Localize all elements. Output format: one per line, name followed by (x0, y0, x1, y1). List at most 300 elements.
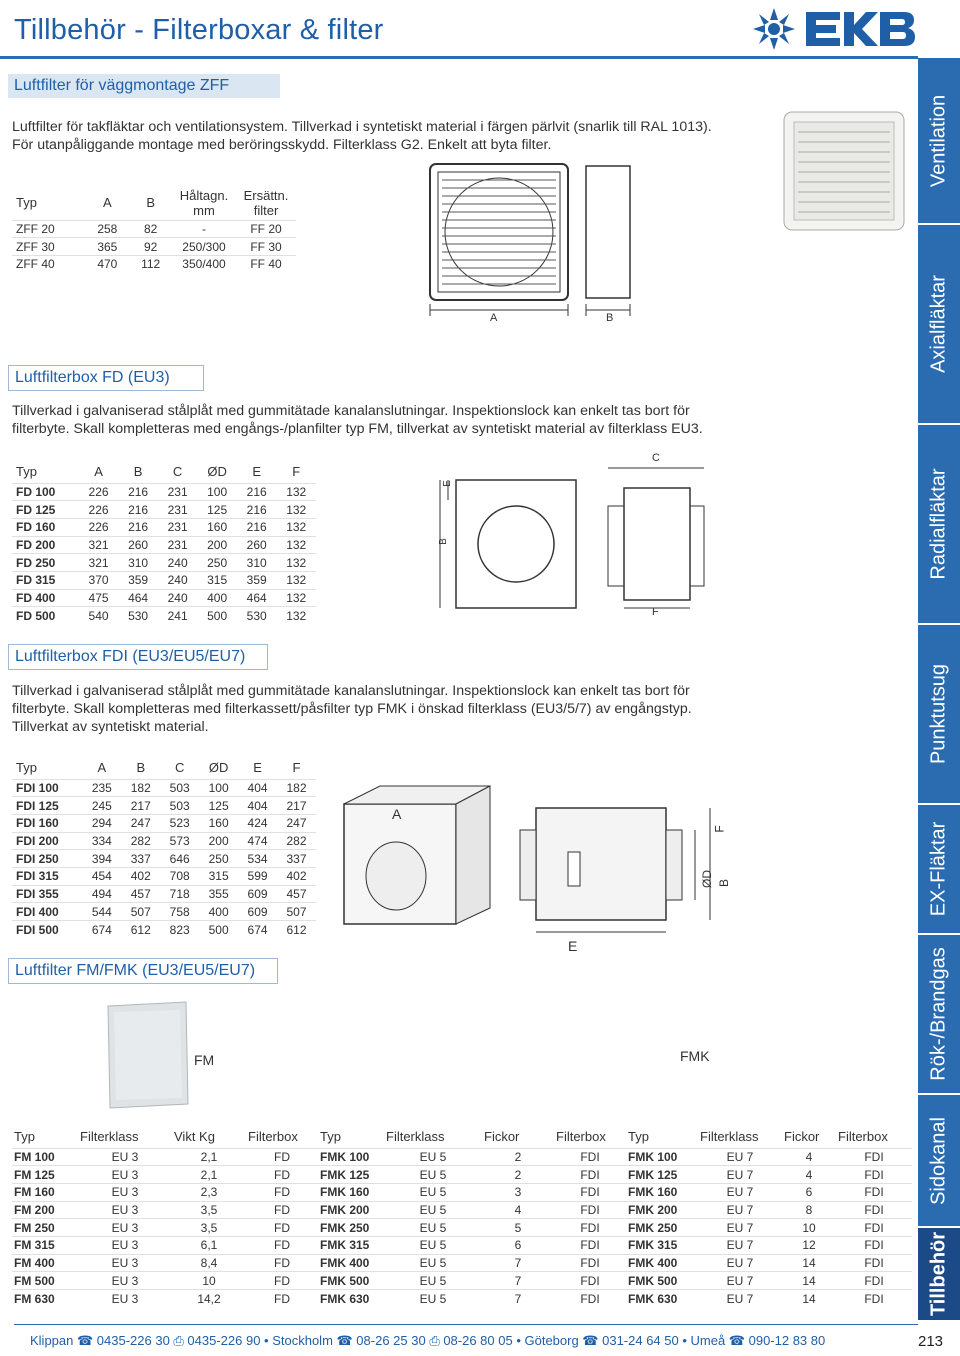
table-cell: 216 (237, 483, 277, 501)
fdi-drawing (340, 780, 750, 950)
fdi-col-e: E (253, 760, 262, 776)
side-tab-ventilation[interactable] (918, 56, 960, 223)
table-cell: 823 (160, 921, 199, 939)
zff-heading: Luftfilter för väggmontage ZFF (8, 74, 280, 98)
fm-col-filterbox: Filterbox (248, 1129, 298, 1145)
fmk5-col-filterklass: Filterklass (386, 1129, 445, 1145)
table-cell: FD 400 (12, 589, 79, 607)
table-cell: 282 (277, 832, 316, 850)
table-cell: EU 7 (698, 1236, 782, 1254)
table-cell: FDI (836, 1148, 912, 1166)
table-row (12, 501, 316, 519)
table-cell: FF 40 (236, 255, 296, 273)
table-row (12, 1219, 912, 1237)
zff-col-b: B (146, 195, 155, 211)
table-cell: 530 (118, 607, 158, 625)
table-cell: 4 (782, 1148, 836, 1166)
table-cell: 310 (118, 554, 158, 572)
table-cell: FD (246, 1148, 318, 1166)
table-cell: 503 (160, 797, 199, 815)
table-cell: EU 5 (384, 1236, 482, 1254)
table-cell: FMK 160 (318, 1183, 384, 1201)
table-cell: - (172, 220, 236, 238)
fmk7-col-typ: Typ (628, 1129, 649, 1145)
table-cell: 475 (79, 589, 119, 607)
table-cell: FMK 160 (626, 1183, 698, 1201)
table-cell: EU 5 (384, 1254, 482, 1272)
table-row (12, 779, 316, 797)
table-cell: 523 (160, 814, 199, 832)
fm-label: FM (194, 1052, 215, 1068)
table-cell: 235 (82, 779, 121, 797)
table-cell: EU 3 (78, 1272, 172, 1290)
table-cell: 507 (277, 903, 316, 921)
table-cell: 226 (79, 483, 119, 501)
zff-col-ersattn: Ersättn. filter (243, 187, 289, 218)
table-cell: FMK 250 (626, 1219, 698, 1237)
table-cell: FM 100 (12, 1148, 78, 1166)
table-cell: 260 (118, 536, 158, 554)
zff-drawing (424, 160, 634, 322)
zff-dim-a: A (490, 312, 498, 324)
table-row (12, 832, 316, 850)
table-row (12, 885, 316, 903)
table-cell: 132 (276, 536, 316, 554)
table-cell: 457 (277, 885, 316, 903)
table-cell: 14 (782, 1254, 836, 1272)
fd-drawing (430, 460, 720, 620)
table-cell: 217 (277, 797, 316, 815)
fmk-label: FMK (680, 1048, 710, 1064)
table-row (12, 238, 296, 256)
table-cell: EU 5 (384, 1272, 482, 1290)
table-cell: 14 (782, 1272, 836, 1290)
table-cell: 14 (782, 1290, 836, 1308)
table-cell: FMK 250 (318, 1219, 384, 1237)
table-cell: 544 (82, 903, 121, 921)
fdi-dim-d: ØD (700, 870, 714, 888)
table-cell: 7 (482, 1290, 554, 1308)
side-tab-rok-brandgas[interactable] (918, 933, 960, 1093)
table-cell: FD (246, 1236, 318, 1254)
table-cell: FDI (554, 1201, 626, 1219)
fm-photo (104, 1000, 190, 1110)
table-cell: 2,1 (172, 1148, 246, 1166)
table-cell: 355 (199, 885, 238, 903)
table-cell: 241 (158, 607, 198, 625)
fm-col-vikt: Vikt Kg (174, 1129, 215, 1145)
table-cell: 400 (197, 589, 237, 607)
fdi-description: Tillverkad i galvaniserad stålplåt med gummitätade kanalanslutningar. Inspektionslock kan enkelt tas bort för filterbyte. Skall kompletteras med filterkassett/påsfilter typ FMK i önskad filterklass (EU3/5/7) av engångstyp. Tillverkat av syntetiskt material. (12, 683, 692, 735)
fm-col-filterklass: Filterklass (80, 1129, 139, 1145)
table-cell: 226 (79, 501, 119, 519)
table-cell: FDI 200 (12, 832, 82, 850)
table-cell: FM 630 (12, 1290, 78, 1308)
table-cell: FM 500 (12, 1272, 78, 1290)
table-cell: 337 (121, 850, 160, 868)
table-row (12, 1201, 912, 1219)
table-cell: 337 (277, 850, 316, 868)
table-cell: FD 250 (12, 554, 79, 572)
fd-dim-e: E (441, 480, 453, 487)
table-cell: FM 160 (12, 1183, 78, 1201)
table-cell: 216 (118, 483, 158, 501)
fm-table (12, 1126, 912, 1307)
table-cell: FD (246, 1290, 318, 1308)
table-cell: FDI 160 (12, 814, 82, 832)
table-cell: EU 5 (384, 1219, 482, 1237)
table-cell: 82 (129, 220, 172, 238)
side-tab-axialflaktar[interactable] (918, 223, 960, 423)
table-cell: 334 (82, 832, 121, 850)
table-cell: FDI (836, 1183, 912, 1201)
table-cell: FMK 100 (626, 1148, 698, 1166)
table-cell: ZFF 20 (12, 220, 85, 238)
fdi-col-f: F (292, 760, 301, 776)
table-cell: 6,1 (172, 1236, 246, 1254)
table-cell: 470 (85, 255, 129, 273)
table-cell: 6 (782, 1183, 836, 1201)
table-cell: 240 (158, 571, 198, 589)
table-cell: ZFF 30 (12, 238, 85, 256)
fdi-rows (12, 779, 316, 938)
fm-rows (12, 1148, 912, 1307)
table-row (12, 921, 316, 939)
table-cell: 3,5 (172, 1201, 246, 1219)
table-cell: FD 160 (12, 518, 79, 536)
zff-table (12, 186, 296, 273)
fm-heading: Luftfilter FM/FMK (EU3/EU5/EU7) (8, 958, 278, 984)
table-cell: 674 (82, 921, 121, 939)
table-cell: 7 (482, 1272, 554, 1290)
table-row (12, 1166, 912, 1184)
table-cell: FD 500 (12, 607, 79, 625)
side-tab-label: Tillbehör (927, 1231, 950, 1317)
table-cell: 402 (277, 867, 316, 885)
fmk7-col-fickor: Fickor (784, 1129, 820, 1145)
table-cell: EU 3 (78, 1148, 172, 1166)
side-tab-label: Axialfläktar (927, 275, 950, 373)
side-tab-tillbehor[interactable] (918, 1226, 960, 1320)
table-cell: 226 (79, 518, 119, 536)
fdi-heading: Luftfilterbox FDI (EU3/EU5/EU7) (8, 644, 268, 670)
table-cell: 3 (482, 1183, 554, 1201)
table-cell: 2 (482, 1166, 554, 1184)
table-cell: FD 200 (12, 536, 79, 554)
table-cell: 646 (160, 850, 199, 868)
table-cell: 231 (158, 483, 198, 501)
table-cell: 394 (82, 850, 121, 868)
table-cell: FMK 125 (318, 1166, 384, 1184)
side-tab-sidokanal[interactable] (918, 1093, 960, 1226)
table-cell: 231 (158, 536, 198, 554)
table-cell: 258 (85, 220, 129, 238)
table-cell: 612 (277, 921, 316, 939)
footer-rule (14, 1324, 918, 1325)
fmk5-col-fickor: Fickor (484, 1129, 520, 1145)
table-cell: 534 (238, 850, 277, 868)
table-cell: 182 (121, 779, 160, 797)
table-cell: 245 (82, 797, 121, 815)
table-row (12, 607, 316, 625)
table-cell: 2 (482, 1148, 554, 1166)
table-cell: FD (246, 1183, 318, 1201)
fd-rows (12, 483, 316, 625)
fd-dim-f: F (652, 606, 659, 618)
table-cell: 507 (121, 903, 160, 921)
fdi-col-a: A (97, 760, 107, 776)
table-cell: 112 (129, 255, 172, 273)
table-cell: FDI (836, 1254, 912, 1272)
table-cell: 400 (199, 903, 238, 921)
table-cell: 365 (85, 238, 129, 256)
fd-col-b: B (133, 464, 143, 480)
table-cell: 8 (782, 1201, 836, 1219)
table-cell: 231 (158, 518, 198, 536)
table-cell: FDI (836, 1219, 912, 1237)
table-cell: EU 7 (698, 1166, 782, 1184)
table-cell: FM 125 (12, 1166, 78, 1184)
fdi-dim-f: F (712, 825, 727, 833)
table-cell: 530 (237, 607, 277, 625)
table-cell: EU 5 (384, 1290, 482, 1308)
table-cell: 294 (82, 814, 121, 832)
table-cell: 612 (121, 921, 160, 939)
fd-heading: Luftfilterbox FD (EU3) (8, 365, 204, 391)
table-cell: 250 (199, 850, 238, 868)
side-tab-radialflaktar[interactable] (918, 423, 960, 623)
table-cell: FMK 630 (318, 1290, 384, 1308)
table-cell: FDI (554, 1254, 626, 1272)
table-cell: EU 7 (698, 1183, 782, 1201)
table-cell: EU 7 (698, 1272, 782, 1290)
table-cell: 10 (172, 1272, 246, 1290)
table-cell: FMK 125 (626, 1166, 698, 1184)
table-cell: FM 400 (12, 1254, 78, 1272)
table-cell: FDI 125 (12, 797, 82, 815)
table-cell: 200 (197, 536, 237, 554)
table-cell: 503 (160, 779, 199, 797)
fdi-table (12, 757, 316, 938)
table-cell: EU 5 (384, 1166, 482, 1184)
table-cell: 12 (782, 1236, 836, 1254)
fdi-dim-e: E (568, 938, 578, 954)
table-cell: 125 (199, 797, 238, 815)
table-cell: EU 3 (78, 1219, 172, 1237)
fd-table (12, 461, 316, 625)
table-cell: FDI 500 (12, 921, 82, 939)
table-cell: 454 (82, 867, 121, 885)
table-cell: 132 (276, 571, 316, 589)
table-cell: FMK 315 (318, 1236, 384, 1254)
fd-col-d: ØD (207, 464, 227, 480)
side-tab-label: Ventilation (927, 94, 950, 187)
table-cell: 708 (160, 867, 199, 885)
side-tab-label: Punktutsug (927, 663, 950, 765)
table-cell: 216 (237, 518, 277, 536)
fd-dim-b: B (437, 538, 449, 545)
table-cell: 182 (277, 779, 316, 797)
table-cell: 247 (277, 814, 316, 832)
fmk7-col-filterklass: Filterklass (700, 1129, 759, 1145)
table-row (12, 867, 316, 885)
table-cell: 4 (482, 1201, 554, 1219)
table-cell: 315 (197, 571, 237, 589)
table-cell: 464 (237, 589, 277, 607)
table-cell: FD 100 (12, 483, 79, 501)
side-tab-bar (918, 56, 960, 1320)
table-cell: FMK 500 (626, 1272, 698, 1290)
table-row (12, 554, 316, 572)
table-cell: FDI 355 (12, 885, 82, 903)
table-cell: FDI (836, 1290, 912, 1308)
table-cell: 464 (118, 589, 158, 607)
fd-col-f: F (292, 464, 301, 480)
table-cell: 500 (197, 607, 237, 625)
table-cell: FDI 400 (12, 903, 82, 921)
table-cell: 132 (276, 518, 316, 536)
table-cell: EU 5 (384, 1148, 482, 1166)
table-row (12, 797, 316, 815)
table-cell: 359 (118, 571, 158, 589)
table-cell: EU 3 (78, 1254, 172, 1272)
table-cell: 8,4 (172, 1254, 246, 1272)
fd-col-c: C (172, 464, 183, 480)
side-tab-ex-flaktar[interactable] (918, 803, 960, 933)
table-row (12, 814, 316, 832)
table-cell: FDI (554, 1272, 626, 1290)
table-cell: 2,1 (172, 1166, 246, 1184)
fd-col-e: E (252, 464, 261, 480)
table-cell: 321 (79, 536, 119, 554)
table-cell: EU 5 (384, 1201, 482, 1219)
table-row (12, 1290, 912, 1308)
table-cell: FDI 315 (12, 867, 82, 885)
side-tab-punktutsug[interactable] (918, 623, 960, 803)
fd-col-a: A (94, 464, 103, 480)
table-cell: 247 (121, 814, 160, 832)
table-cell: EU 7 (698, 1148, 782, 1166)
table-cell: 573 (160, 832, 199, 850)
table-cell: 315 (199, 867, 238, 885)
table-cell: 540 (79, 607, 119, 625)
table-cell: FDI (836, 1272, 912, 1290)
table-row (12, 903, 316, 921)
table-cell: EU 3 (78, 1183, 172, 1201)
table-cell: FDI (836, 1201, 912, 1219)
table-row (12, 483, 316, 501)
table-cell: 250 (197, 554, 237, 572)
table-cell: 125 (197, 501, 237, 519)
fd-description: Tillverkad i galvaniserad stålplåt med gummitätade kanalanslutningar. Inspektionslock kan enkelt tas bort för filterbyte. Skall kompletteras med engångs-/planfilter typ FM, tillverkat av syntetiskt material av filterklass EU3. (12, 403, 703, 437)
table-cell: 4 (782, 1166, 836, 1184)
table-row (12, 255, 296, 273)
table-row (12, 1236, 912, 1254)
table-cell: 260 (237, 536, 277, 554)
table-cell: 359 (237, 571, 277, 589)
table-cell: 132 (276, 589, 316, 607)
fmk5-col-filterbox: Filterbox (556, 1129, 606, 1145)
table-cell: 718 (160, 885, 199, 903)
fd-dim-c: C (652, 452, 660, 464)
table-cell: EU 7 (698, 1201, 782, 1219)
table-row (12, 589, 316, 607)
table-cell: 132 (276, 607, 316, 625)
table-cell: 132 (276, 554, 316, 572)
table-cell: 404 (238, 779, 277, 797)
table-cell: 370 (79, 571, 119, 589)
fd-col-typ: Typ (16, 464, 37, 480)
table-cell: FDI (554, 1290, 626, 1308)
table-cell: 160 (197, 518, 237, 536)
table-cell: 350/400 (172, 255, 236, 273)
table-cell: 14,2 (172, 1290, 246, 1308)
table-cell: FDI (554, 1236, 626, 1254)
table-cell: 609 (238, 903, 277, 921)
table-cell: FMK 200 (318, 1201, 384, 1219)
table-cell: FDI (554, 1183, 626, 1201)
zff-col-a: A (102, 195, 112, 211)
table-cell: FD (246, 1219, 318, 1237)
fm-col-typ: Typ (14, 1129, 35, 1145)
table-row (12, 536, 316, 554)
table-cell: 6 (482, 1236, 554, 1254)
side-tab-label: Radialfläktar (927, 468, 950, 580)
table-cell: 10 (782, 1219, 836, 1237)
table-cell: 282 (121, 832, 160, 850)
table-cell: FMK 200 (626, 1201, 698, 1219)
table-cell: FDI 100 (12, 779, 82, 797)
table-cell: FDI (554, 1148, 626, 1166)
table-cell: 132 (276, 483, 316, 501)
table-cell: EU 5 (384, 1183, 482, 1201)
table-cell: 231 (158, 501, 198, 519)
table-cell: 404 (238, 797, 277, 815)
title-rule (0, 56, 918, 59)
table-row (12, 850, 316, 868)
ekb-logo (752, 6, 916, 52)
table-cell: 674 (238, 921, 277, 939)
zff-col-typ: Typ (16, 195, 37, 211)
table-row (12, 518, 316, 536)
table-cell: 216 (237, 501, 277, 519)
table-cell: FM 200 (12, 1201, 78, 1219)
table-cell: 7 (482, 1254, 554, 1272)
table-cell: EU 3 (78, 1201, 172, 1219)
table-row (12, 1148, 912, 1166)
table-cell: FF 20 (236, 220, 296, 238)
table-cell: 2,3 (172, 1183, 246, 1201)
table-row (12, 220, 296, 238)
table-cell: FDI (554, 1219, 626, 1237)
table-cell: 457 (121, 885, 160, 903)
table-cell: FD (246, 1166, 318, 1184)
footer-contact: Klippan ☎ 0435-226 30 ⎙ 0435-226 90 • Stockholm ☎ 08-26 25 30 ⎙ 08-26 80 05 • Göteborg ☎ 031-24 64 50 • Umeå ☎ 090-12 83 80 (30, 1333, 826, 1348)
table-cell: FD 315 (12, 571, 79, 589)
page-number: 213 (918, 1333, 944, 1350)
table-cell: 216 (118, 518, 158, 536)
table-cell: ZFF 40 (12, 255, 85, 273)
table-cell: FD (246, 1272, 318, 1290)
table-cell: EU 3 (78, 1236, 172, 1254)
table-cell: 424 (238, 814, 277, 832)
fdi-col-typ: Typ (16, 760, 37, 776)
zff-dim-b: B (606, 312, 614, 324)
table-cell: 402 (121, 867, 160, 885)
table-cell: 609 (238, 885, 277, 903)
table-cell: 758 (160, 903, 199, 921)
zff-col-haltagn: Håltagn. mm (179, 187, 229, 218)
